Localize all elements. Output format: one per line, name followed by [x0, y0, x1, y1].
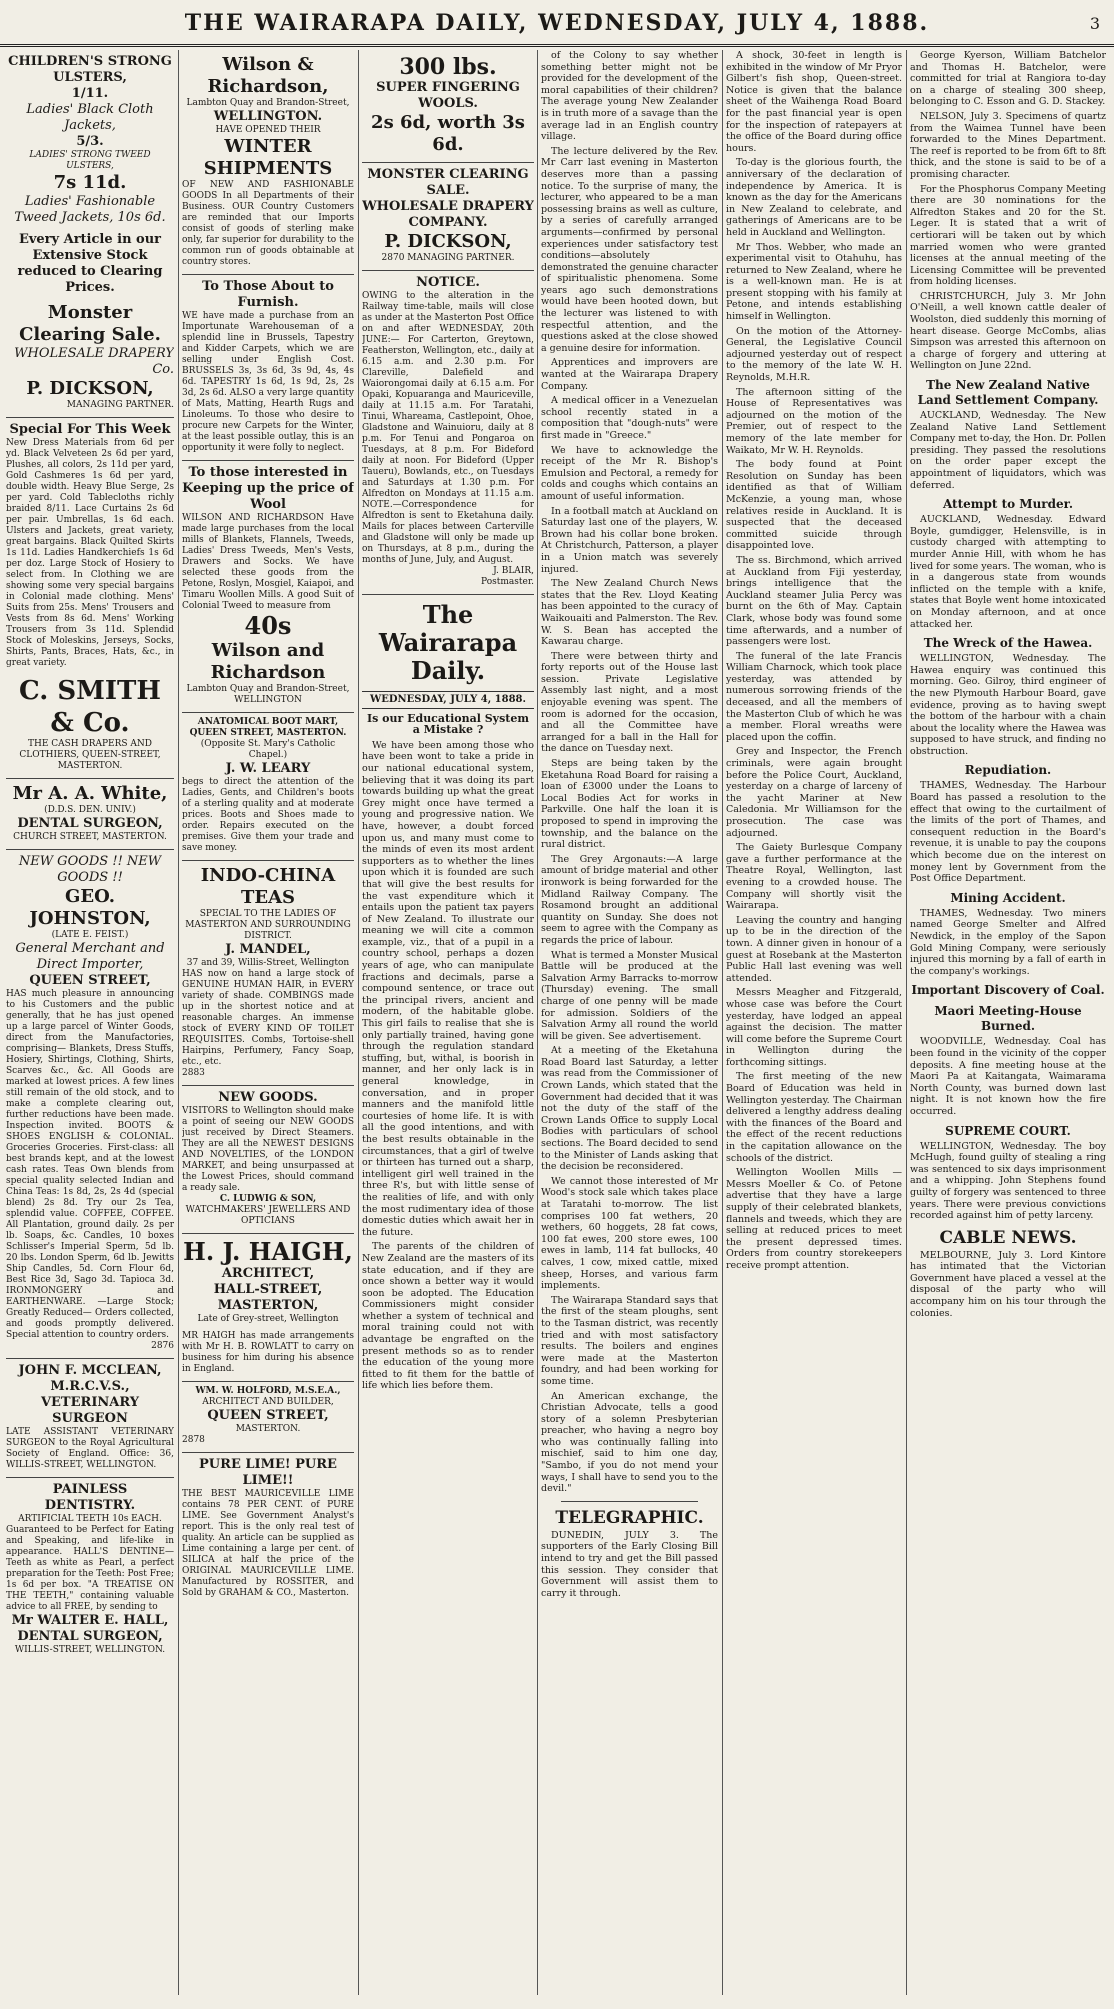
ad-monster-clearing-sale: [362, 163, 534, 271]
section-headline: Attempt to Murder.: [942, 497, 1074, 512]
ad-childrens-ulsters: [6, 50, 174, 418]
article-paragraph: Wellington Woollen Mills — Messrs Moeller & Co. of Petone advertise that they have a large supply of their celebrated blankets, flannels and tweeds, which they are selling at reduced prices to meet the present depressed times. Orders from country storekeepers receive prompt attention.: [726, 1167, 902, 1271]
ad-name: H. J. HAIGH,: [183, 1237, 353, 1266]
column-rule: [358, 50, 359, 1995]
ad-heading: Ladies' Fashionable Tweed Jackets, 10s 6d.: [14, 194, 166, 225]
ad-role: VETERINARY SURGEON: [40, 1395, 140, 1426]
paper-title: The Wairarapa Daily.: [378, 600, 518, 685]
ad-body: OWING to the alteration in the Railway time-table, mails will close as under at the Masterton Post Office on and after WEDNESDAY, 20th JUNE:— For Carterton, Greytown, Featherston, Wellington, etc., daily at 6.15 a.m. and 2.30 p.m. For Clareville, Dalefield and Waiorongomai daily at 6.15 a.m. For Opaki, Kopuaranga and Mauriceville, daily at 11.15 a.m. For Taratahi, Tinui, Whareama, Castlepoint, Ohoe, Gladstone and Wainuioru, daily at 8 p.m. For Tenui and Pongaroa on Tuesdays, at 8 p.m. For Bideford daily at noon. For Bideford (Upper Taueru), Bowlands, etc., on Tuesdays and Saturdays at 1.30 p.m. For Alfredton on Mondays at 11.15 a.m. NOTE.—Correspondence for Alfredton is sent to Eketahuna daily. Mails for places between Carterville and Gladstone will only be made up on Thursdays, at 8 p.m., during the months of June, July, and August.: [362, 291, 534, 565]
ad-name: C. LUDWIG & SON,: [219, 1194, 317, 1204]
ad-body: MR HAIGH has made arrangements with Mr H. B. ROWLATT to carry on business for him during his absence in England.: [182, 1331, 354, 1374]
divider: [561, 1501, 698, 1502]
ad-subheading: HAVE OPENED THEIR: [215, 125, 321, 135]
ad-role: ARCHITECT,: [221, 1266, 315, 1281]
ad-geo-johnston: [6, 850, 174, 1359]
ad-heading: WINTER SHIPMENTS: [203, 136, 333, 179]
ad-role: ARCHITECT AND BUILDER,: [202, 1397, 334, 1407]
article-paragraph: For the Phosphorus Company Meeting there are 30 nominations for the Alfredton Stakes and 20 for the St. Leger. It is stated that a writ of certiorari will be taken out by which married women who were granted licenses at the annual meeting of the Licensing Committee will be prevented from holding licenses.: [910, 183, 1106, 288]
column-3: [362, 50, 534, 1995]
ad-address: QUEEN STREET,: [207, 1408, 329, 1423]
ad-body: New Dress Materials from 6d per yd. Black Velveteen 2s 6d per yard, Plushes, all colors, 2s 11d per yard, Gold Cashmeres 1s 6d per yard, double width. Heavy Blue Serge, 2s per yard. Cold Tablecloths richly braided 8/11. Lace Curtains 2s 6d per pair. Umbrellas, 1s 6d each. Ulsters and Jackets, great variety, great bargains. Black Quilted Skirts 1s 11d. Ladies Handkerchiefs 1s 6d per doz. Large Stock of Hosiery to select from. In Clothing we are showing some very special bargains in Colonial made clothing. Mens' Suits from 25s. Mens' Trousers and Vests from 8s 6d. Mens' Working Trousers from 3s 11d. Splendid Stock of Moleskins, Jerseys, Socks, Shirts, Pants, Braces, Hats, &c., in great variety.: [6, 438, 174, 668]
ad-new-goods: [182, 1086, 354, 1234]
masthead: [0, 0, 1114, 47]
ad-price: 2s 6d, worth 3s 6d.: [371, 112, 525, 155]
ad-fingering-wools: [362, 50, 534, 163]
article-paragraph: WELLINGTON, Wednesday. The boy McHugh, found guilty of stealing a ring was sentenced to six days imprisonment and a whipping. John Stephens found guilty of forgery was sentenced to three years. There were previous convictions recorded against him of petty larceny.: [910, 1140, 1106, 1222]
article-paragraph: Grey and Inspector, the French criminals, were again brought before the Police Court, Auckland, yesterday on a charge of larceny of the yacht Mariner at New Caledonia. Mr Williamson for the prosecution. The case was adjourned.: [726, 746, 902, 839]
article-paragraph: THAMES, Wednesday. The Harbour Board has passed a resolution to the effect that owing to the curtailment of the limits of the port of Thames, and consequent reduction in the Board's revenue, it is unable to pay the coupons which become due on the interest on money lent by Government from the Post Office Department.: [910, 780, 1106, 885]
ad-subheading: SPECIAL TO THE LADIES OF MASTERTON AND SURROUNDING DISTRICT.: [185, 909, 351, 941]
ad-wilson-richardson-winter: [182, 50, 354, 275]
ad-address: 37 and 39, Willis-Street, Wellington: [186, 958, 350, 968]
ad-heading: ANATOMICAL BOOT MART, QUEEN STREET, MASTERTON.: [189, 717, 347, 738]
ad-name: WM. W. HOLFORD, M.S.E.A.,: [195, 1386, 341, 1396]
article-paragraph: What is termed a Monster Musical Battle will be produced at the Salvation Army Barracks to-morrow (Thursday) evening. The small charge of one penny will be made for admission. Soldiers of the Salvation Army all round the world will be given. See advertisement.: [541, 949, 718, 1042]
ad-heading: Ladies' Black Cloth Jackets,: [26, 102, 154, 133]
article-paragraph: George Kyerson, William Batchelor and Thomas H. Batchelor, were committed for trial at Rangiora to-day on a charge of stealing 300 sheep, belonging to C. Esson and G. D. Stackey.: [910, 50, 1106, 108]
article-paragraph: Leaving the country and hanging up to be in the direction of the town. A dinner given in honour of a guest at Rosebank at the Masterton Public Hall last evening was well attended.: [726, 914, 902, 984]
ad-role: DENTAL SURGEON,: [17, 816, 163, 831]
ad-name: P. DICKSON,: [26, 378, 154, 399]
ad-heading: PURE LIME! PURE LIME!!: [199, 1457, 337, 1488]
column-rule: [906, 50, 907, 1995]
ad-price: 7s 11d.: [53, 172, 127, 193]
ad-heading: LADIES' STRONG TWEED ULSTERS,: [29, 150, 151, 171]
page-number: 3: [1089, 14, 1100, 33]
ad-role: General Merchant and Direct Importer,: [15, 941, 165, 972]
ad-number: 2878: [182, 1435, 205, 1445]
article-paragraph: There were between thirty and forty reports out of the House last session. Private Legislative Assembly last night, and a most enjoyable evening was spent. The room is adorned for the occasion, and all the Committee have arranged for a ball in the Hall for the dance on Tuesday next.: [541, 650, 718, 755]
section-headline: Important Discovery of Coal.: [911, 983, 1105, 998]
column-rule: [537, 50, 538, 1995]
ad-body: Guaranteed to be Perfect for Eating and Speaking, and life-like in appearance. HALL'S DENTINE—Teeth as white as Pearl, a perfect preparation for the Teeth: Post Free; 1s 6d per box. "A TREATISE ON THE TEETH," containing valuable advice to all FREE, by sending to: [6, 1525, 174, 1612]
ad-body: OF NEW AND FASHIONABLE GOODS In all Departments of their Business. OUR Country Customers are reminded that our Imports consist of goods of sterling make only, far superior for durability to the common run of goods obtainable at country stores.: [182, 180, 354, 267]
article-paragraph: Messrs Meagher and Fitzgerald, whose case was before the Court yesterday, have lodged an appeal against the decision. The matter will come before the Supreme Court in Wellington during the forthcoming sittings.: [726, 987, 902, 1068]
ad-boot-mart: [182, 713, 354, 861]
ad-body: Every Article in our Extensive Stock reduced to Clearing Prices.: [17, 232, 163, 295]
ad-subheading: ARTIFICIAL TEETH 10s EACH.: [18, 1514, 162, 1524]
ad-name: Wilson & Richardson,: [207, 54, 329, 97]
ad-signature: J. BLAIR,: [493, 566, 534, 576]
ad-role: WATCHMAKERS' JEWELLERS AND OPTICIANS: [185, 1205, 351, 1226]
column-2: [182, 50, 354, 1995]
column-rule: [722, 50, 723, 1995]
ad-address: Lambton Quay and Brandon-Street,: [186, 98, 350, 108]
column-rule: [178, 50, 179, 1995]
ad-city: MASTERTON.: [235, 1424, 301, 1434]
ad-signature: Postmaster.: [481, 577, 534, 587]
ad-veterinary: [6, 1359, 174, 1478]
ad-name: Mr A. A. White,: [12, 783, 168, 804]
ad-dentist-white: [6, 779, 174, 850]
ad-name: Wilson and Richardson: [210, 640, 326, 683]
ad-furnish: [182, 275, 354, 461]
ad-address: QUEEN STREET,: [29, 973, 151, 988]
ad-role: 2870 MANAGING PARTNER.: [381, 253, 515, 263]
ad-price: 1/11.: [71, 86, 109, 101]
column-5: [726, 50, 902, 1995]
ad-body: THE CASH DRAPERS AND CLOTHIERS, QUEEN-STREET, MASTERTON.: [19, 739, 161, 771]
ad-body: HAS now on hand a large stock of GENUINE HUMAN HAIR, in EVERY variety of shade. COMBINGS made up in the shortest notice and at reasonable charges. An immense stock of EVERY KIND OF TOILET REQUISITES. Combs, Tortoise-shell Hairpins, Perfumery, Fancy Soap, etc., etc.: [182, 969, 354, 1067]
article-paragraph: In a football match at Auckland on Saturday last one of the players, W. Brown had his collar bone broken. At Christchurch, Patterson, a player in a Union match was severely injured.: [541, 505, 718, 575]
ad-holford: [182, 1382, 354, 1453]
ad-address: HALL-STREET, MASTERTON,: [213, 1282, 323, 1313]
ad-body: VISITORS to Wellington should make a point of seeing our NEW GOODS just received by Direct Steamers. They are all the NEWEST DESIGNS AND NOVELTIES, of the LONDON MARKET, and being unsurpassed at the Lowest Prices, should command a ready sale.: [182, 1106, 354, 1193]
article-paragraph: of the Colony to say whether something better might not be provided for the development of the moral capabilities of their children? The average young New Zealander is in truth more of a savage than the average lad in an English country village.: [541, 50, 718, 143]
column-1: [6, 50, 174, 1995]
ad-credentials: (D.D.S. DEN. UNIV.): [44, 805, 136, 815]
article-paragraph: The New Zealand Church News states that the Rev. Lloyd Keating has been appointed to the curacy of Waikouaiti and Palmerston. The Rev. W. S. Bean has accepted the Kawarau charge.: [541, 578, 718, 648]
ad-name: P. DICKSON,: [384, 231, 512, 252]
ad-body: WILSON AND RICHARDSON Have made large purchases from the local mills of Blankets, Flannels, Tweeds, Ladies' Dress Tweeds, Men's Vests, Drawers and Socks. We have selected these goods from the Petone, Roslyn, Mosgiel, Kaiapoi, and Timaru Woollen Mills. A good Suit of Colonial Tweed to measure from: [182, 513, 354, 611]
ad-pure-lime: [182, 1453, 354, 1605]
ad-role: DENTAL SURGEON,: [17, 1629, 163, 1644]
leader-headline: Is our Educational System a Mistake ?: [366, 711, 529, 737]
ad-name: J. MANDEL,: [225, 942, 311, 957]
article-paragraph: WELLINGTON, Wednesday. The Hawea enquiry was continued this morning. Geo. Gilroy, third engineer of the new Plymouth Harbour Board, gave evidence, proving as to having swept the bottom of the harbour with a chain about the locality where the Hawea was supposed to have struck, and finding no obstruction.: [910, 653, 1106, 757]
article-paragraph: The ss. Birchmond, which arrived at Auckland from Fiji yesterday, brings intelligence that the Auckland steamer Julia Percy was burnt on the 6th of May. Captain Clark, whose body was found some time afterwards, and a number of passengers were lost.: [726, 554, 902, 648]
ad-name: J. W. LEARY: [225, 761, 311, 776]
ad-heading: INDO-CHINA TEAS: [200, 865, 336, 908]
ad-name: JOHN F. MCCLEAN, M.R.C.V.S.,: [18, 1363, 162, 1394]
paper-date: WEDNESDAY, JULY 4, 1888.: [362, 691, 534, 709]
article-paragraph: The funeral of the late Francis William Charnock, which took place yesterday, was attended by numerous sorrowing friends of the deceased, and all the members of the Masterton Club of which he was a member. Floral wreaths were placed upon the coffin.: [726, 650, 902, 743]
section-headline: The New Zealand Native Land Settlement Company.: [917, 378, 1099, 408]
ad-subheading: Late of Grey-street, Wellington: [197, 1314, 339, 1324]
ad-subheading: (Opposite St. Mary's Catholic Chapel.): [200, 739, 336, 760]
ad-price: 5/3.: [76, 134, 104, 149]
column-4: [541, 50, 718, 1995]
ad-city: WELLINGTON: [234, 695, 302, 705]
ad-city: WELLINGTON.: [213, 109, 323, 124]
section-headline: Maori Meeting-House Burned.: [934, 1004, 1082, 1034]
article-paragraph: The lecture delivered by the Rev. Mr Carr last evening in Masterton deserves more than a passing notice. To the surprise of many, the lecturer, who appeared to be a man possessing brains as well as culture, by a series of carefully arranged arguments—confirmed by personal experiences under satisfactory test conditions—absolutely demonstrated the genuine character of spiritualistic phenomena. Some years ago such demonstrations would have been hooted down, but the lecturer was listened to with respectful attention, and the questions asked at the close showed a genuine desire for information.: [541, 145, 718, 354]
ad-heading: NEW GOODS.: [218, 1090, 318, 1105]
ad-heading: CHILDREN'S STRONG ULSTERS,: [8, 54, 172, 85]
ad-heading: To Those About to Furnish.: [202, 279, 334, 310]
article-paragraph: A medical officer in a Venezuelan school recently stated in a composition that "dough-nuts" were first made in "Greece.": [541, 395, 718, 441]
ad-mail-notice: [362, 271, 534, 595]
leader-body: We have been among those who have been wont to take a pride in our national educational system, believing that it was doing its part towards building up what the great Grey might once have termed a young and progressive nation. We have, however, a doubt forced upon us, and many must come to the minds of even its most ardent supporters as to whether the lines upon which it is founded are such that will give the best results for the vast expenditure which it entails upon the patient tax payers of New Zealand. To illustrate our meaning we will cite a common example, viz., that of a pupil in a country school, perhaps a dozen years of age, who can manipulate fractions and decimals, parse a compound sentence, or trace out the principal rivers, ancient and modern, of the habitable globe. This girl fails to realise that she is only partially trained, having gone through the regulation standard stuffing, but, withal, is boorish in manner, and her only lack is in general knowledge, in conversation, and in proper manners and the manifold little courtesies of home life. It is with all the good intentions, and with the best results obtainable in the circumstances, that a girl of twelve or thirteen has turned out a sharp, intelligent girl well trained in the three R's, but with little sense of the realities of life, and with only the most rudimentary idea of those domestic duties which await her in the future.: [362, 739, 534, 1238]
ad-special-this-week: [6, 418, 174, 779]
article-paragraph: NELSON, July 3. Specimens of quartz from the Waimea Tunnel have been forwarded to the Mines Department. The reef is reported to be from 6ft to 8ft thick, and the stone is said to be of a promising character.: [910, 110, 1106, 180]
ad-subheading: WHOLESALE DRAPERY Co.: [14, 346, 174, 377]
section-headline: Mining Accident.: [950, 890, 1066, 905]
leader-body: The parents of the children of New Zealand are the masters of its state education, and if they are once shown a better way it would soon be adopted. The Education Commissioners might consider whether a system of technical and moral training could not with advantage be engrafted on the present methods so as to render the education of the young more fitted to fit them for the battle of life which lies before them.: [362, 1241, 534, 1392]
article-paragraph: MELBOURNE, July 3. Lord Kintore has intimated that the Victorian Government have placed a vessel at the disposal of the party who will accompany him on his tour through the colonies.: [910, 1249, 1106, 1319]
article-paragraph: To-day is the glorious fourth, the anniversary of the declaration of independence by America. It is known as the day for the Americans in New Zealand to celebrate, and gatherings of Americans are to be held in Auckland and Wellington.: [726, 157, 902, 238]
ad-role: MANAGING PARTNER.: [66, 400, 174, 410]
ad-heading: To those interested in Keeping up the price of Wool: [182, 465, 354, 512]
ad-body: WE have made a purchase from an Importunate Warehouseman of a splendid line in Brussels, Tapestry and Kidder Carpets, which we are selling under English Cost. BRUSSELS 3s, 3s 6d, 3s 9d, 4s, 4s 6d. TAPESTRY 1s 6d, 1s 9d, 2s, 2s 3d, 2s 6d. ALSO a very large quantity of Mats, Matting, Hearth Rugs and Linoleums. To those who desire to procure new Carpets for the Winter, at the least possible outlay, this is an opportunity it were folly to neglect.: [182, 311, 354, 453]
column-6: [910, 50, 1106, 1995]
ad-wool: [182, 461, 354, 713]
ad-indo-china-teas: [182, 861, 354, 1086]
ad-heading: 300 lbs.: [399, 54, 497, 80]
ad-heading: C. SMITH & Co.: [19, 676, 161, 738]
ad-haigh: [182, 1234, 354, 1382]
ad-body: THE BEST MAURICEVILLE LIME contains 78 PER CENT. of PURE LIME. See Government Analyst's report. This is the only real test of quality. An article can be supplied as Lime containing a large per cent. of SILICA at half the price of the ORIGINAL MAURICEVILLE LIME. Manufactured by ROSSITER, and Sold by GRAHAM & CO., Masterton.: [182, 1489, 354, 1598]
article-paragraph: We have to acknowledge the receipt of the Mr R. Bishop's Emulsion and Pectoral, a remedy for colds and coughs which contains an amount of useful information.: [541, 444, 718, 502]
ad-heading: MONSTER CLEARING SALE.: [367, 167, 529, 198]
ad-heading: NOTICE.: [416, 275, 480, 290]
ad-body: LATE ASSISTANT VETERINARY SURGEON to the Royal Agricultural Society of England. Office: 36, WILLIS-STREET, WELLINGTON.: [6, 1427, 174, 1470]
ad-number: 2876: [151, 1341, 174, 1351]
article-paragraph: AUCKLAND, Wednesday. Edward Boyle, gumdigger, Helensville, is in custody charged with attempting to murder Annie Hill, with whom he has lived for some years. The woman, who is in a dangerous state from wounds inflicted on the temple with a knife, states that Boyle went home intoxicated on Monday afternoon, and at once attacked her.: [910, 514, 1106, 630]
ad-number: 2883: [182, 1068, 205, 1078]
ad-subheading: SUPER FINGERING WOOLS.: [376, 80, 520, 111]
article-paragraph: The afternoon sitting of the House of Representatives was adjourned on the motion of the Premier, out of respect to the memory of the late member for Waikato, Mr W. H. Reynolds.: [726, 386, 902, 456]
ad-painless-dentistry: [6, 1478, 174, 1662]
ad-body: HAS much pleasure in announcing to his Customers and the public generally, that he has just opened up a large parcel of Winter Goods, direct from the Manufactories, comprising— Blankets, Dress Stuffs, Hosiery, Shirtings, Clothing, Shirts, Scarves &c., &c. All Goods are marked at lowest prices. A few lines still remain of the old stock, and to make a complete clearing out, further reductions have been made. Inspection invited. BOOTS & SHOES ENGLISH & COLONIAL. Groceries Groceries. First-class: all best brands kept, and at the lowest cash rates. Teas Own blends from special quality selected Indian and China Teas: 1s 8d, 2s, 2s 4d (special blend) 2s 8d. Try our 2s Tea, splendid value. COFFEE, COFFEE. All Plantation, ground daily. 2s per lb. Soaps, &c. Candles, 10 boxes Schlisser's Imperial Sperm, 5d lb. 20 lbs. London Sperm, 6d lb. Jewitts Ship Candles, 5d. Corn Flour 6d, Best Rice 3d, Sago 3d. Tapioca 3d. IRONMONGERY and EARTHENWARE. —Large Stock; Greatly Reduced— Orders collected, and goods promptly delivered. Special attention to country orders.: [6, 989, 174, 1340]
ad-address: Lambton Quay and Brandon-Street,: [186, 684, 350, 694]
ad-heading: PAINLESS DENTISTRY.: [44, 1482, 136, 1513]
ad-heading: NEW GOODS !! NEW GOODS !!: [18, 854, 162, 885]
telegraphic-headline: TELEGRAPHIC.: [555, 1507, 704, 1528]
article-paragraph: An American exchange, the Christian Advocate, tells a good story of a solemn Presbyterian preacher, who having a negro boy who was continually falling into mischief, said to him one day, "Sambo, if you do not mend your ways, I shall have to send you to the devil.": [541, 1390, 718, 1495]
article-paragraph: On the motion of the Attorney-General, the Legislative Council adjourned yesterday out of respect to the memory of the late W. H. Reynolds, M.H.R.: [726, 325, 902, 384]
article-paragraph: The body found at Point Resolution on Sunday has been identified as that of William McKenzie, a young man, whose relatives reside in Auckland. It is suspected that the deceased committed suicide through disappointed love.: [726, 459, 902, 552]
section-headline: SUPREME COURT.: [945, 1123, 1071, 1138]
article-paragraph: Steps are being taken by the Eketahuna Road Board for raising a loan of £3000 under the Loans to Local Bodies Act for works in Parkville. One half the loan it is proposed to spend in improving the township, and the balance on the rural district.: [541, 758, 718, 851]
article-paragraph: The first meeting of the new Board of Education was held in Wellington yesterday. The Chairman delivered a lengthy address dealing with the finances of the Board and the effect of the recent reductions in the capitation allowance on the schools of the district.: [726, 1071, 902, 1164]
article-paragraph: THAMES, Wednesday. Two miners named George Smelter and Alfred Newdick, in the employ of the Sapon Gold Mining Company, were seriously injured this morning by a fall of earth in the company's workings.: [910, 907, 1106, 977]
section-headline: Repudiation.: [964, 763, 1052, 778]
ad-name: Mr WALTER E. HALL,: [11, 1613, 169, 1628]
article-paragraph: We cannot those interested of Mr Wood's stock sale which takes place at Taratahi to-morrow. The list comprises 100 fat wethers, 20 wethers, 60 hoggets, 28 fat cows, 100 fat ewes, 200 store ewes, 100 ewes in lamb, 114 fat bullocks, 40 calves, 1 cow, mixed cattle, mixed sheep, Horses, and various farm implements.: [541, 1175, 718, 1292]
section-headline: CABLE NEWS.: [939, 1227, 1077, 1248]
article-paragraph: CHRISTCHURCH, July 3. Mr John O'Neill, a well known cattle dealer of Woolston, died suddenly this morning of heart disease. George McCombs, alias Simpson was arrested this afternoon on a charge of forgery and uttering at Wellington on June 22nd.: [910, 290, 1106, 372]
article-paragraph: Apprentices and improvers are wanted at the Wairarapa Drapery Company.: [541, 357, 718, 392]
ad-body: begs to direct the attention of the Ladies, Gents, and Children's boots of a sterling quality and at moderate prices. Boots and Shoes made to order. Repairs executed on the premises. Give them your trade and save money.: [182, 777, 354, 853]
article-paragraph: The Gaiety Burlesque Company gave a further performance at the Theatre Royal, Wellington, last evening to a crowded house. The Company will shortly visit the Wairarapa.: [726, 842, 902, 912]
ad-heading: Monster Clearing Sale.: [19, 302, 161, 345]
article-paragraph: AUCKLAND, Wednesday. The New Zealand Native Land Settlement Company met to-day, the Hon. Dr. Pollen presiding. They passed the resolutions on the order paper except the appointment of liquidators, which was deferred.: [910, 410, 1106, 491]
article-paragraph: DUNEDIN, JULY 3. The supporters of the Early Closing Bill intend to try and get the Bill passed this session. They consider that Government will assist them to carry it through.: [541, 1529, 718, 1599]
article-paragraph: Mr Thos. Webber, who made an experimental visit to Otahuhu, has returned to New Zealand, where he is a well-known man. He is at present stopping with his family at Petone, and intends establishing himself in Wellington.: [726, 241, 902, 323]
article-paragraph: WOODVILLE, Wednesday. Coal has been found in the vicinity of the copper deposits. A fine meeting house at the Maori Pa at Kaitangata, Waimarama North County, was burned down last night. It is not known how the fire occurred.: [910, 1036, 1106, 1117]
article-paragraph: The Wairarapa Standard says that the first of the steam ploughs, sent to the Tasman district, was recently tried and with most satisfactory results. The boilers and engines were made at the Masterton foundry, and had been working for some time.: [541, 1294, 718, 1387]
ad-price: 40s: [244, 611, 292, 640]
ad-heading: Special For This Week: [9, 422, 171, 437]
article-paragraph: The Grey Argonauts:—A large amount of bridge material and other ironwork is being forwarded for the Midland Railway Company. The Rosamond brought an additional quantity on Sunday. She does not seem to agree with the Company as regards the price of labour.: [541, 853, 718, 946]
ad-subheading: WHOLESALE DRAPERY COMPANY.: [362, 199, 534, 230]
article-paragraph: At a meeting of the Eketahuna Road Board last Saturday, a letter was read from the Commissioner of Crown Lands, which stated that the Government had decided that it was not the duty of the staff of the Crown Lands Office to supply Local Bodies with particulars of school sections. The Board decided to send to the Minister of Lands asking that the decision be reconsidered.: [541, 1045, 718, 1173]
ad-address: CHURCH STREET, MASTERTON.: [13, 832, 167, 842]
article-paragraph: A shock, 30-feet in length is exhibited in the window of Mr Pryor Gilbert's fish shop, Queen-street. Notice is given that the balance sheet of the Waihenga Road Board for the past financial year is open for the inspection of ratepayers at the office of the Board during office hours.: [726, 50, 902, 154]
ad-subheading: (LATE E. FEIST.): [51, 930, 129, 940]
ad-address: WILLIS-STREET, WELLINGTON.: [14, 1645, 166, 1655]
section-headline: The Wreck of the Hawea.: [923, 636, 1093, 651]
newspaper-title: THE WAIRARAPA DAILY, WEDNESDAY, JULY 4, 1888.: [184, 10, 930, 36]
ad-name: GEO. JOHNSTON,: [29, 886, 151, 929]
